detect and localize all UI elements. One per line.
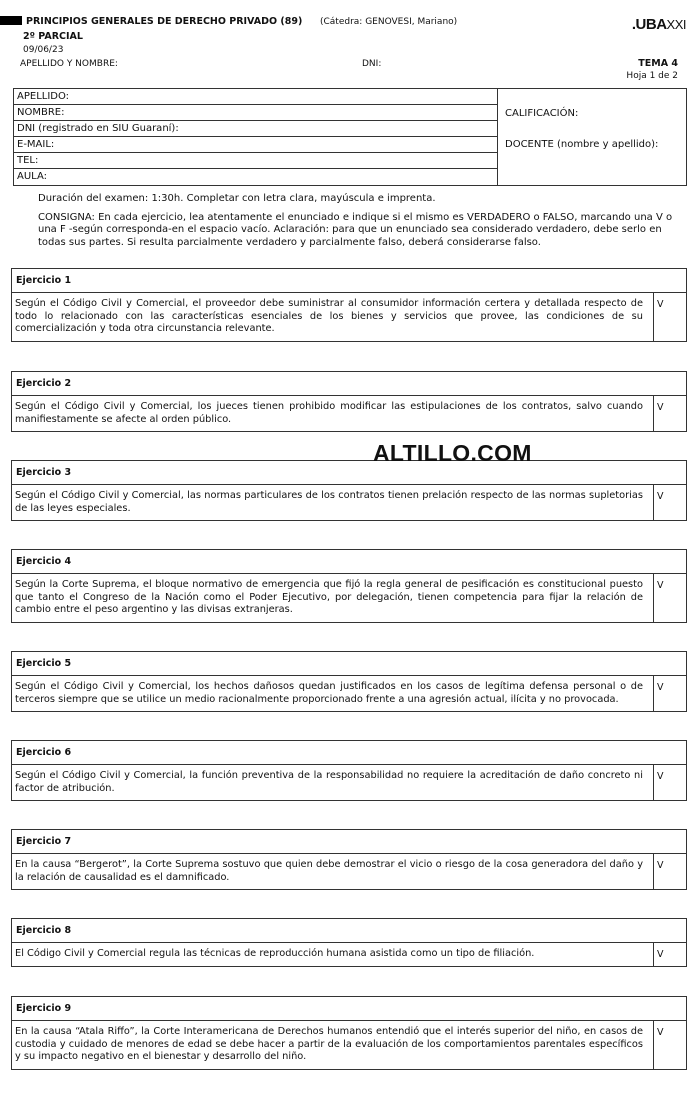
header-black-bar [0,16,22,25]
student-id-form [13,88,687,186]
uba-logo [632,16,686,33]
field-email[interactable]: E-MAIL: [14,137,497,153]
docente-label: DOCENTE (nombre y apellido): [505,139,659,150]
exercise-8 [11,918,687,967]
field-tel[interactable]: TEL: [14,153,497,169]
exercise-statement: Según el Código Civil y Comercial, las normas particulares de los contratos tienen prelación respecto de las normas supletorias de las leyes especiales. [15,490,643,514]
exercise-body [12,574,686,622]
field-aula[interactable]: AULA: [17,171,47,182]
exercise-title: Ejercicio 3 [12,461,686,485]
catedra-text: (Cátedra: GENOVESI, Mariano) [320,17,458,27]
answer-box[interactable]: V [653,396,686,431]
logo-suffix: XXI [666,17,686,32]
exercise-6 [11,740,687,801]
exercise-body [12,854,686,889]
exercise-5 [11,651,687,712]
exercise-statement: Según el Código Civil y Comercial, el proveedor debe suministrar al consumidor información certera y detallada respecto de todo lo relacionado con las características esenciales de los bienes y servicios que provee, las condiciones de su comercialización y toda otra circunstancia relevante. [15,298,643,335]
exercise-body [12,1021,686,1069]
exercise-statement: El Código Civil y Comercial regula las técnicas de reproducción humana asistida como un tipo de filiación. [15,948,535,959]
field-apellido[interactable]: APELLIDO: [14,89,497,105]
exercise-body [12,676,686,711]
logo-text: .UBA [631,16,667,33]
answer-box[interactable]: V [653,943,686,966]
name-label: APELLIDO Y NOMBRE: [20,59,118,69]
exam-date: 09/06/23 [23,45,64,55]
field-nombre[interactable]: NOMBRE: [14,105,497,121]
exercise-9 [11,996,687,1070]
page-indicator: Hoja 1 de 2 [626,71,678,81]
exam-name: 2º PARCIAL [23,31,83,42]
exercise-4 [11,549,687,623]
answer-box[interactable]: V [653,1021,686,1069]
answer-box[interactable]: V [653,765,686,800]
id-fields-column [14,89,498,185]
exercise-statement: Según la Corte Suprema, el bloque normativo de emergencia que fijó la regla general de pesificación es constitucional puesto que tanto el Congreso de la Nación como el Poder Ejecutivo, por delegación, tienen competencia para fijar la relación de cambio entre el peso argentino y las divisas extranjeras. [15,579,643,616]
exercise-title: Ejercicio 6 [12,741,686,765]
watermark: ALTILLO.COM [373,440,532,466]
course-title: PRINCIPIOS GENERALES DE DERECHO PRIVADO (89) [26,16,303,27]
exercise-body [12,765,686,800]
exercise-title: Ejercicio 4 [12,550,686,574]
exercise-title: Ejercicio 2 [12,372,686,396]
dni-label: DNI: [362,59,382,69]
exercise-statement: En la causa “Atala Riffo”, la Corte Interamericana de Derechos humanos entendió que el interés superior del niño, en casos de custodia y cuidado de menores de edad se debe hacer a partir de la evaluación de los comportamientos parentales específicos y su impacto negativo en el bienestar y desarrollo del niño. [15,1026,643,1063]
field-dni[interactable]: DNI (registrado en SIU Guaraní): [14,121,497,137]
exercise-body [12,396,686,431]
exercise-statement: En la causa “Bergerot”, la Corte Suprema sostuvo que quien debe demostrar el vicio o riesgo de la cosa generadora del daño y la relación de causalidad es el damnificado. [15,859,643,883]
answer-box[interactable]: V [653,485,686,520]
duration-text: Duración del examen: 1:30h. Completar con letra clara, mayúscula e imprenta. [38,193,436,204]
exercise-statement: Según el Código Civil y Comercial, la función preventiva de la responsabilidad no requiere la acreditación de daño concreto ni factor de atribución. [15,770,643,794]
tema-label: TEMA 4 [638,58,678,69]
answer-box[interactable]: V [653,574,686,622]
exercise-body [12,485,686,520]
answer-box[interactable]: V [653,293,686,341]
answer-box[interactable]: V [653,854,686,889]
exercise-title: Ejercicio 9 [12,997,686,1021]
exercise-2 [11,371,687,432]
exercise-3 [11,460,687,521]
exercise-statement: Según el Código Civil y Comercial, los hechos dañosos quedan justificados en los casos de legítima defensa personal o de terceros siempre que se utilice un medio racionalmente proporcionado frente a una agresión actual, ilícita y no provocada. [15,681,643,705]
calificacion-label: CALIFICACIÓN: [505,108,579,119]
consigna-text: CONSIGNA: En cada ejercicio, lea atentamente el enunciado e indique si el mismo es VERDADERO o FALSO, marcando una V o una F -según corresponda-en el espacio vacío. Aclaración: para que un enunciado sea considerado verdadero, debe serlo en todas sus partes. Si resulta parcialmente verdadero y parcialmente falso, deberá considerarse falso. [38,212,673,248]
exercise-body [12,293,686,341]
answer-box[interactable]: V [653,676,686,711]
exercise-7 [11,829,687,890]
exercise-title: Ejercicio 5 [12,652,686,676]
exercise-body [12,943,686,966]
exercise-1 [11,268,687,342]
exercise-title: Ejercicio 1 [12,269,686,293]
exercise-statement: Según el Código Civil y Comercial, los jueces tienen prohibido modificar las estipulaciones de los contratos, salvo cuando manifiestamente se afecte al orden público. [15,401,643,425]
exercise-title: Ejercicio 7 [12,830,686,854]
exercise-title: Ejercicio 8 [12,919,686,943]
